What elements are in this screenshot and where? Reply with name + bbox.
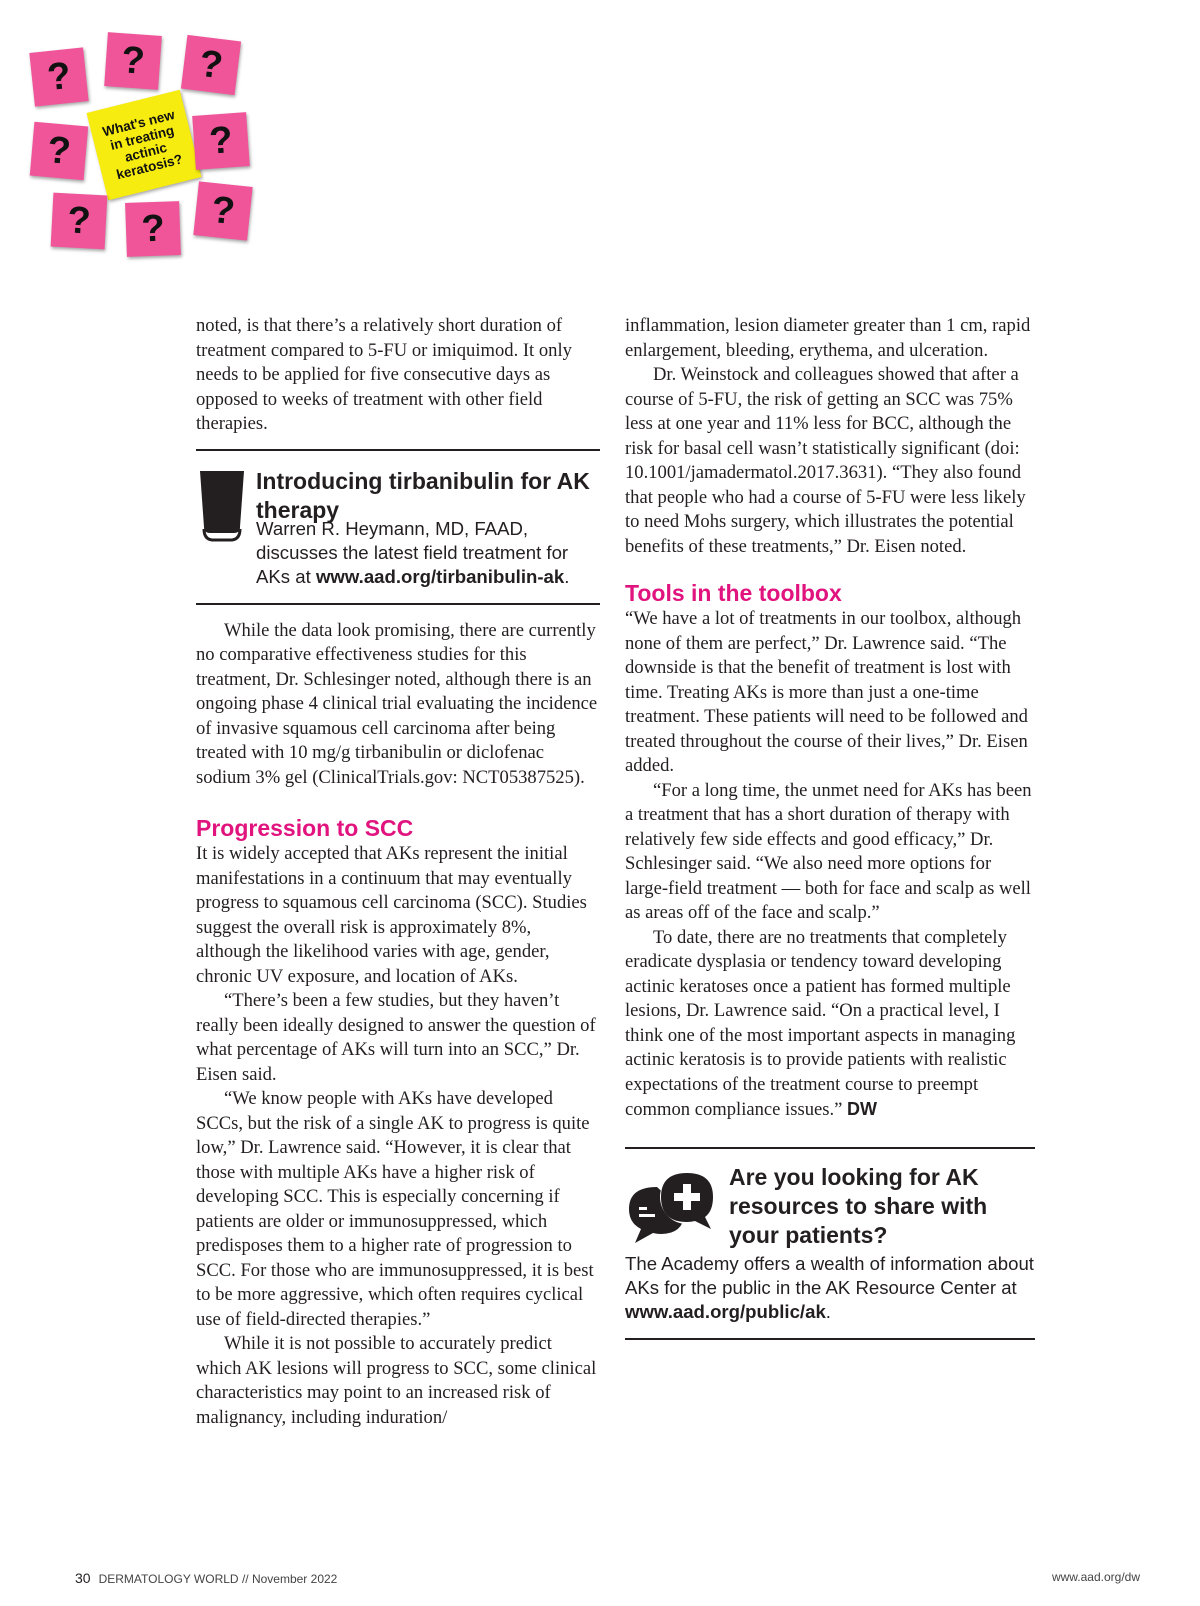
paragraph: While it is not possible to accurately predict which AK lesions will progress to SCC, some clinical characteristics may point to an increased risk of malignancy, including induration/: [196, 1333, 597, 1428]
paragraph-text: To date, there are no treatments that completely eradicate dysplasia or tendency toward developing actinic keratoses once a patient has formed multiple lesions, Dr. Lawrence said. “On a practical level, I think one of the most important aspects in managing actinic keratosis is to provide patients with realistic expectations of the treatment course to preempt common compliance issues.”: [625, 926, 1016, 1120]
paragraph: “There’s been a few studies, but they haven’t really been ideally designed to answer the question of what percentage of AKs will turn into an SCC,” Dr. Eisen said.: [196, 990, 596, 1085]
callout-period: .: [564, 565, 570, 587]
paragraph: “For a long time, the unmet need for AKs has been a treatment that has a short duration of therapy with relatively few side effects and good efficacy,” Dr. Schlesinger said. “We also need more options for large-field treatment — both for face and scalp as well as areas off of the face and scalp.”: [625, 779, 1032, 923]
callout-link[interactable]: www.aad.org/tirbanibulin-ak: [315, 565, 565, 587]
footer-url[interactable]: www.aad.org/dw: [1051, 1570, 1140, 1584]
question-note: ?: [29, 47, 88, 106]
question-note: ?: [51, 193, 108, 250]
callout-body: The Academy offers a wealth of information about AKs for the public in the AK Resource Center at: [625, 1252, 1034, 1298]
paragraph: It is widely accepted that AKs represent the initial manifestations in a continuum that may eventually progress to squamous cell carcinoma (SCC). Studies suggest the overall risk is approximately 8%, although the likelihood varies with age, gender, chronic UV exposure, and location of AKs.: [196, 843, 587, 987]
paragraph: Dr. Weinstock and colleagues showed that after a course of 5-FU, the risk of getting an SCC was 75% less at one year and 11% less for BCC, although the risk for basal cell wasn’t statistically significant (doi: 10.1001/jamadermatol.2017.3631). “They also found that people who had a course of 5-FU were less likely to need Mohs surgery, which illustrates the potential benefits of these treatments,” Dr. Eisen noted.: [625, 364, 1026, 557]
question-note: ?: [104, 32, 162, 90]
footer-left: [75, 1570, 337, 1586]
question-note: ?: [192, 112, 250, 170]
signoff: DW: [847, 1099, 878, 1119]
question-note: ?: [125, 201, 181, 257]
callout-body: Warren R. Heymann, MD, FAAD, discusses the latest field treatment for AKs at: [256, 517, 569, 587]
sticky-notes-graphic: [28, 28, 268, 258]
chat-plus-icon: [625, 1167, 721, 1249]
paragraph: While the data look promising, there are currently no comparative effectiveness studies for this treatment, Dr. Schlesinger noted, although there is an ongoing phase 4 clinical trial evaluating the incidence of invasive squamous cell carcinoma after being treated with 10 mg/g tirbanibulin or diclofenac sodium 3% gel (ClinicalTrials.gov: NCT05387525).: [196, 619, 598, 788]
question-note: ?: [193, 181, 252, 240]
callout-period: .: [825, 1300, 831, 1322]
publication-name: DERMATOLOGY WORLD: [98, 1572, 239, 1586]
video-callout: [196, 449, 600, 605]
footer-separator: //: [238, 1572, 252, 1586]
paragraph: “We know people with AKs have developed SCCs, but the risk of a single AK to progress is quite low,” Dr. Lawrence said. “However, it is clear that those with multiple AKs have a higher risk of developing SCC. This is especially concerning if patients are older or immunosuppressed, which predisposes them to a higher rate of progression to SCC. For those who are immunosuppressed, it is best to be more aggressive, which often requires cyclical use of field-directed therapies.”: [196, 1088, 594, 1330]
paragraph: inflammation, lesion diameter greater than 1 cm, rapid enlargement, bleeding, erythema, and ulceration.: [625, 315, 1031, 361]
callout-link[interactable]: www.aad.org/public/ak: [625, 1300, 826, 1322]
sticky-note-title: What's new in treating actinic keratosis?: [87, 90, 202, 201]
callout-title: Introducing tirbanibulin for AK therapy: [256, 467, 590, 523]
paragraph: [625, 926, 1035, 1123]
question-note: ?: [181, 35, 241, 95]
callout-title: Are you looking for AK resources to share with your patients?: [729, 1163, 988, 1248]
right-column: [625, 314, 1035, 1340]
page-number: 30: [75, 1570, 91, 1586]
left-column: [196, 314, 600, 1430]
issue-date: November 2022: [251, 1572, 338, 1586]
cup-icon: [196, 469, 248, 543]
question-note: ?: [30, 122, 89, 181]
resource-callout: [625, 1147, 1035, 1340]
section-heading-tools: Tools in the toolbox: [625, 580, 842, 606]
paragraph: “We have a lot of treatments in our toolbox, although none of them are perfect,” Dr. Lawrence said. “The downside is that the benefit of treatment is lost with time. Treating AKs is more than just a one-time treatment. These patients will need to be followed and treated throughout the course of their lives,” Dr. Eisen added.: [625, 608, 1028, 776]
paragraph: noted, is that there’s a relatively short duration of treatment compared to 5-FU or imiquimod. It only needs to be applied for five consecutive days as opposed to weeks of treatment with other field therapies.: [196, 315, 572, 434]
section-heading-progression: Progression to SCC: [196, 815, 414, 841]
callout-body-wrap: [625, 1252, 1035, 1324]
